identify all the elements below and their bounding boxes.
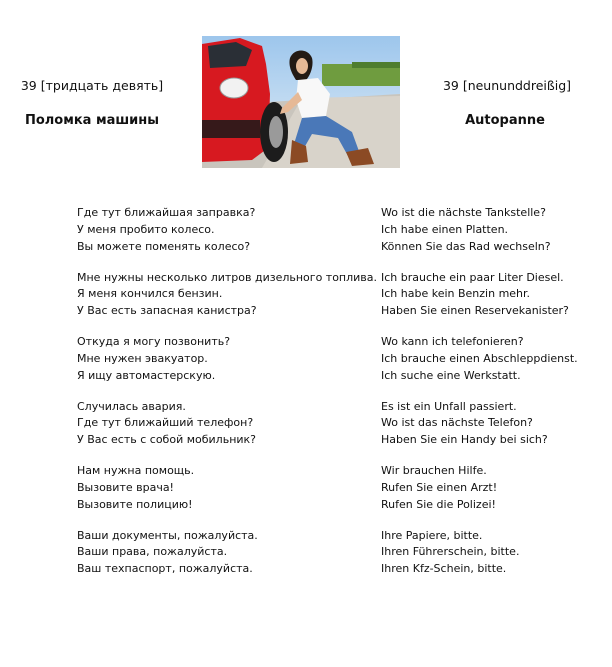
phrase-german: Es ist ein Unfall passiert. (381, 399, 517, 413)
phrase-german: Rufen Sie einen Arzt! (381, 480, 498, 494)
lesson-title-russian: Поломка машины (24, 113, 160, 128)
phrase-group (0, 335, 612, 382)
phrase-group (0, 206, 612, 253)
phrase-russian: Мне нужен эвакуатор. (77, 351, 208, 365)
phrase-group (0, 270, 612, 317)
phrase-german: Ihren Führerschein, bitte. (381, 545, 520, 559)
phrase-german: Wir brauchen Hilfe. (381, 464, 487, 477)
phrase-russian: Ваш техпаспорт, пожалуйста. (77, 562, 253, 575)
phrase-group (0, 399, 612, 446)
phrase-german: Ich habe einen Platten. (381, 222, 509, 236)
phrase-russian: Я ищу автомастерскую. (77, 368, 216, 382)
phrase-german: Ich suche eine Werkstatt. (381, 368, 521, 382)
phrase-russian: У Вас есть с собой мобильник? (77, 433, 257, 446)
phrase-german: Können Sie das Rad wechseln? (381, 239, 551, 253)
phrase-russian: Где тут ближайший телефон? (77, 416, 254, 430)
phrase-russian: Где тут ближайшая заправка? (77, 206, 256, 219)
phrase-russian: Мне нужны несколько литров дизельного топлива. (77, 270, 378, 284)
phrase-list (0, 206, 612, 593)
phrase-german: Wo ist die nächste Tankstelle? (381, 206, 546, 219)
phrase-russian: У Вас есть запасная канистра? (77, 304, 257, 317)
phrase-german: Ihre Papiere, bitte. (381, 528, 483, 542)
phrase-german: Haben Sie ein Handy bei sich? (381, 433, 548, 446)
phrase-german: Ich brauche ein paar Liter Diesel. (381, 270, 564, 284)
phrase-german: Wo kann ich telefonieren? (381, 335, 524, 348)
lesson-number-russian: 39 [тридцать девять] (20, 78, 164, 93)
phrase-german: Ihren Kfz-Schein, bitte. (381, 562, 507, 575)
phrase-russian: Я меня кончился бензин. (77, 287, 223, 301)
phrase-russian: Вызовите полицию! (77, 497, 193, 511)
phrase-russian: Вы можете поменять колесо? (77, 239, 251, 253)
phrase-russian: Нам нужна помощь. (77, 464, 195, 477)
phrase-german: Rufen Sie die Polizei! (381, 497, 496, 511)
lesson-title-german: Autopanne (465, 113, 545, 128)
lesson-number-german: 39 [neununddreißig] (442, 78, 572, 93)
car-breakdown-photo (202, 36, 400, 168)
phrase-russian: Ваши права, пожалуйста. (77, 545, 228, 559)
phrase-group (0, 464, 612, 511)
phrase-russian: Случилась авария. (77, 399, 186, 413)
phrase-german: Wo ist das nächste Telefon? (381, 416, 533, 430)
phrase-german: Ich brauche einen Abschleppdienst. (381, 351, 578, 365)
phrase-russian: У меня пробито колесо. (77, 222, 215, 236)
phrase-group (0, 528, 612, 575)
phrase-russian: Вызовите врача! (77, 480, 174, 494)
phrase-german: Ich habe kein Benzin mehr. (381, 287, 531, 301)
phrase-russian: Ваши документы, пожалуйста. (77, 528, 258, 542)
phrase-russian: Откуда я могу позвонить? (77, 335, 231, 348)
phrase-german: Haben Sie einen Reservekanister? (381, 304, 569, 317)
